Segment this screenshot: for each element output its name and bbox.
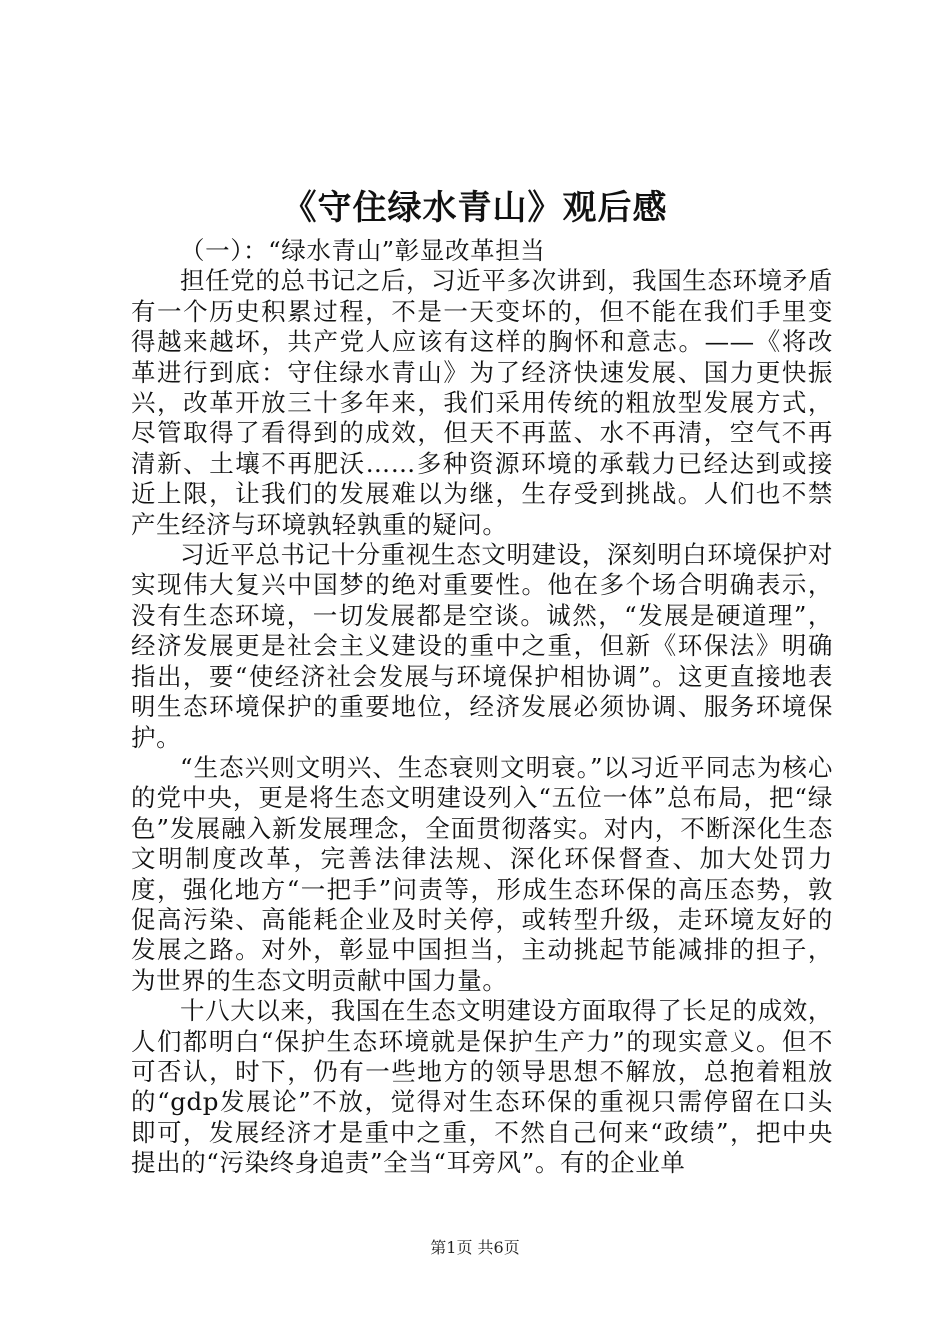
paragraph: 担任党的总书记之后，习近平多次讲到，我国生态环境矛盾有一个历史积累过程，不是一天变坏的，但不能在我们手里变得越来越坏，共产党人应该有这样的胸怀和意志。——《将改革进行到底：守住绿水青山》为了经济快速发展、国力更快振兴，改革开放三十多年来，我们采用传统的粗放型发展方式，尽管取得了看得到的成效，但天不再蓝、水不再清，空气不再清新、土壤不再肥沃……多种资源环境的承载力已经达到或接近上限，让我们的发展难以为继，生存受到挑战。人们也不禁产生经济与环境孰轻孰重的疑问。 — [131, 266, 833, 539]
paragraph: “生态兴则文明兴、生态衰则文明衰。”以习近平同志为核心的党中央，更是将生态文明建设列入“五位一体”总布局，把“绿色”发展融入新发展理念，全面贯彻落实。对内，不断深化生态文明制度改革，完善法律法规、深化环保督查、加大处罚力度，强化地方“一把手”问责等，形成生态环保的高压态势，敦促高污染、高能耗企业及时关停，或转型升级，走环境友好的发展之路。对外，彰显中国担当，主动挑起节能减排的担子，为世界的生态文明贡献中国力量。 — [131, 752, 833, 995]
document-title: 《守住绿水青山》观后感 — [282, 188, 668, 228]
page-number-footer: 第1页 共6页 — [430, 1238, 520, 1257]
document-body — [131, 236, 833, 1179]
section-heading: （一）：“绿水青山”彰显改革担当 — [180, 236, 546, 265]
paragraph: 十八大以来，我国在生态文明建设方面取得了长足的成效，人们都明白“保护生态环境就是保护生产力”的现实意义。但不可否认，时下，仍有一些地方的领导思想不解放，总抱着粗放的“gdp发展论”不放，觉得对生态环保的重视只需停留在口头即可，发展经济才是重中之重，不然自己何来“政绩”，把中央提出的“污染终身追责”全当“耳旁风”。有的企业单 — [131, 996, 833, 1178]
paragraph: 习近平总书记十分重视生态文明建设，深刻明白环境保护对实现伟大复兴中国梦的绝对重要性。他在多个场合明确表示，没有生态环境，一切发展都是空谈。诚然，“发展是硬道理”，经济发展更是社会主义建设的重中之重，但新《环保法》明确指出，要“使经济社会发展与环境保护相协调”。这更直接地表明生态环境保护的重要地位，经济发展必须协调、服务环境保护。 — [131, 540, 833, 752]
